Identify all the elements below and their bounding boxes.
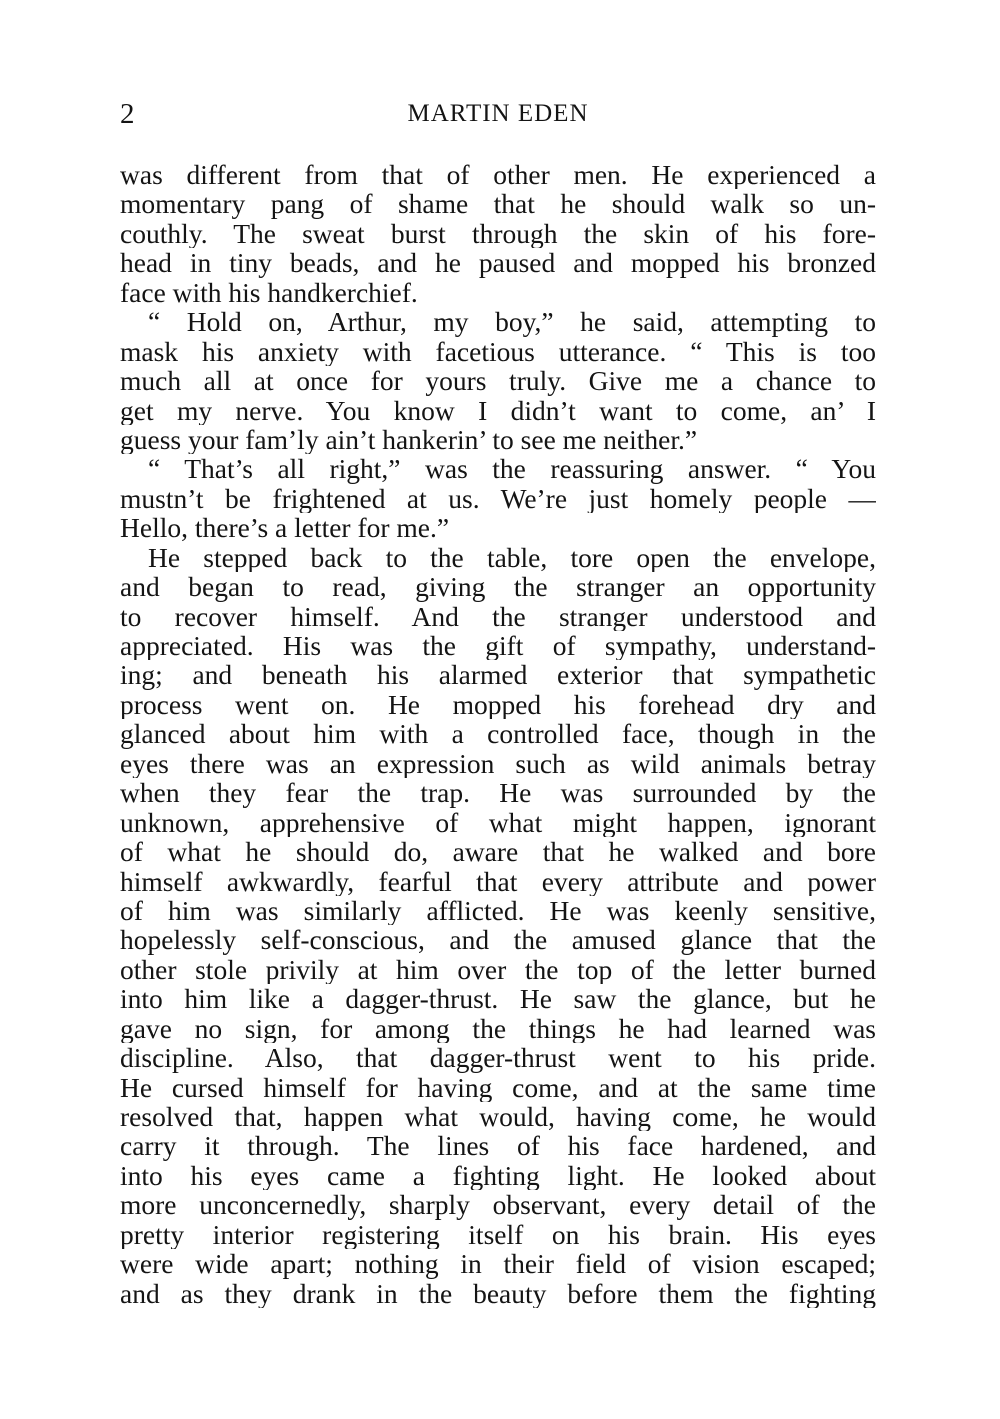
page-number: 2 [120,98,135,130]
text-line: “ That’s all right,” was the reassuring answer. “ You [148,454,876,484]
text-line: ing; and beneath his alarmed exterior that sympathetic [120,660,876,690]
text-line: mustn’t be frightened at us. We’re just homely people — [120,483,876,514]
text-line: carry it through. The lines of his face hardened, and [120,1131,876,1161]
text-line: get my nerve. You know I didn’t want to come, an’ I [120,395,876,425]
text-line: Hello, there’s a letter for me.” [120,513,450,543]
text-line: more unconcernedly, sharply observant, every detail of the [120,1190,876,1220]
text-line: glanced about him with a controlled face, though in the [120,719,876,749]
text-line: discipline. Also, that dagger-thrust went to his pride. [120,1043,876,1073]
text-line: much all at once for yours truly. Give me a chance to [120,366,876,396]
text-line: resolved that, happen what would, having come, he would [120,1102,876,1132]
text-line: other stole privily at him over the top of the letter burned [120,954,876,985]
text-line: appreciated. His was the gift of sympathy, understand- [120,631,876,661]
text-line: into his eyes came a fighting light. He looked about [120,1160,876,1191]
text-line: guess your fam’ly ain’t hankerin’ to see me neither.” [120,424,698,455]
text-line: were wide apart; nothing in their field of vision escaped; [120,1249,876,1279]
text-line: was different from that of other men. He experienced a [120,160,876,190]
text-line: when they fear the trap. He was surrounded by the [120,778,876,808]
text-line: himself awkwardly, fearful that every attribute and power [120,866,876,896]
text-line: eyes there was an expression such as wild animals betray [120,748,876,779]
running-head [120,96,876,136]
text-line: to recover himself. And the stranger understood and [120,601,876,631]
text-line: hopelessly self-conscious, and the amused glance that the [120,925,876,955]
text-line: momentary pang of shame that he should walk so un- [120,189,876,219]
text-line: unknown, apprehensive of what might happen, ignorant [120,807,876,838]
text-line: process went on. He mopped his forehead dry and [120,689,876,720]
text-line: He stepped back to the table, tore open the envelope, [148,542,876,573]
text-line: of what he should do, aware that he walked and bore [120,837,876,867]
body-text [120,160,876,1308]
text-line: and as they drank in the beauty before them the fighting [120,1278,876,1309]
text-line: of him was similarly afflicted. He was keenly sensitive, [120,895,876,926]
text-line: gave no sign, for among the things he had learned was [120,1013,876,1044]
text-line: face with his handkerchief. [120,277,418,308]
running-title: MARTIN EDEN [407,100,589,127]
text-line: into him like a dagger-thrust. He saw the glance, but he [120,984,876,1014]
text-line: and began to read, giving the stranger an opportunity [120,572,876,602]
text-line: head in tiny beads, and he paused and mopped his bronzed [120,248,876,278]
text-line: pretty interior registering itself on his brain. His eyes [120,1219,876,1250]
text-line: He cursed himself for having come, and at the same time [120,1072,876,1102]
text-line: couthly. The sweat burst through the skin of his fore- [120,218,876,249]
text-line: mask his anxiety with facetious utterance. “ This is too [120,336,876,367]
text-line: “ Hold on, Arthur, my boy,” he said, attempting to [148,307,876,337]
